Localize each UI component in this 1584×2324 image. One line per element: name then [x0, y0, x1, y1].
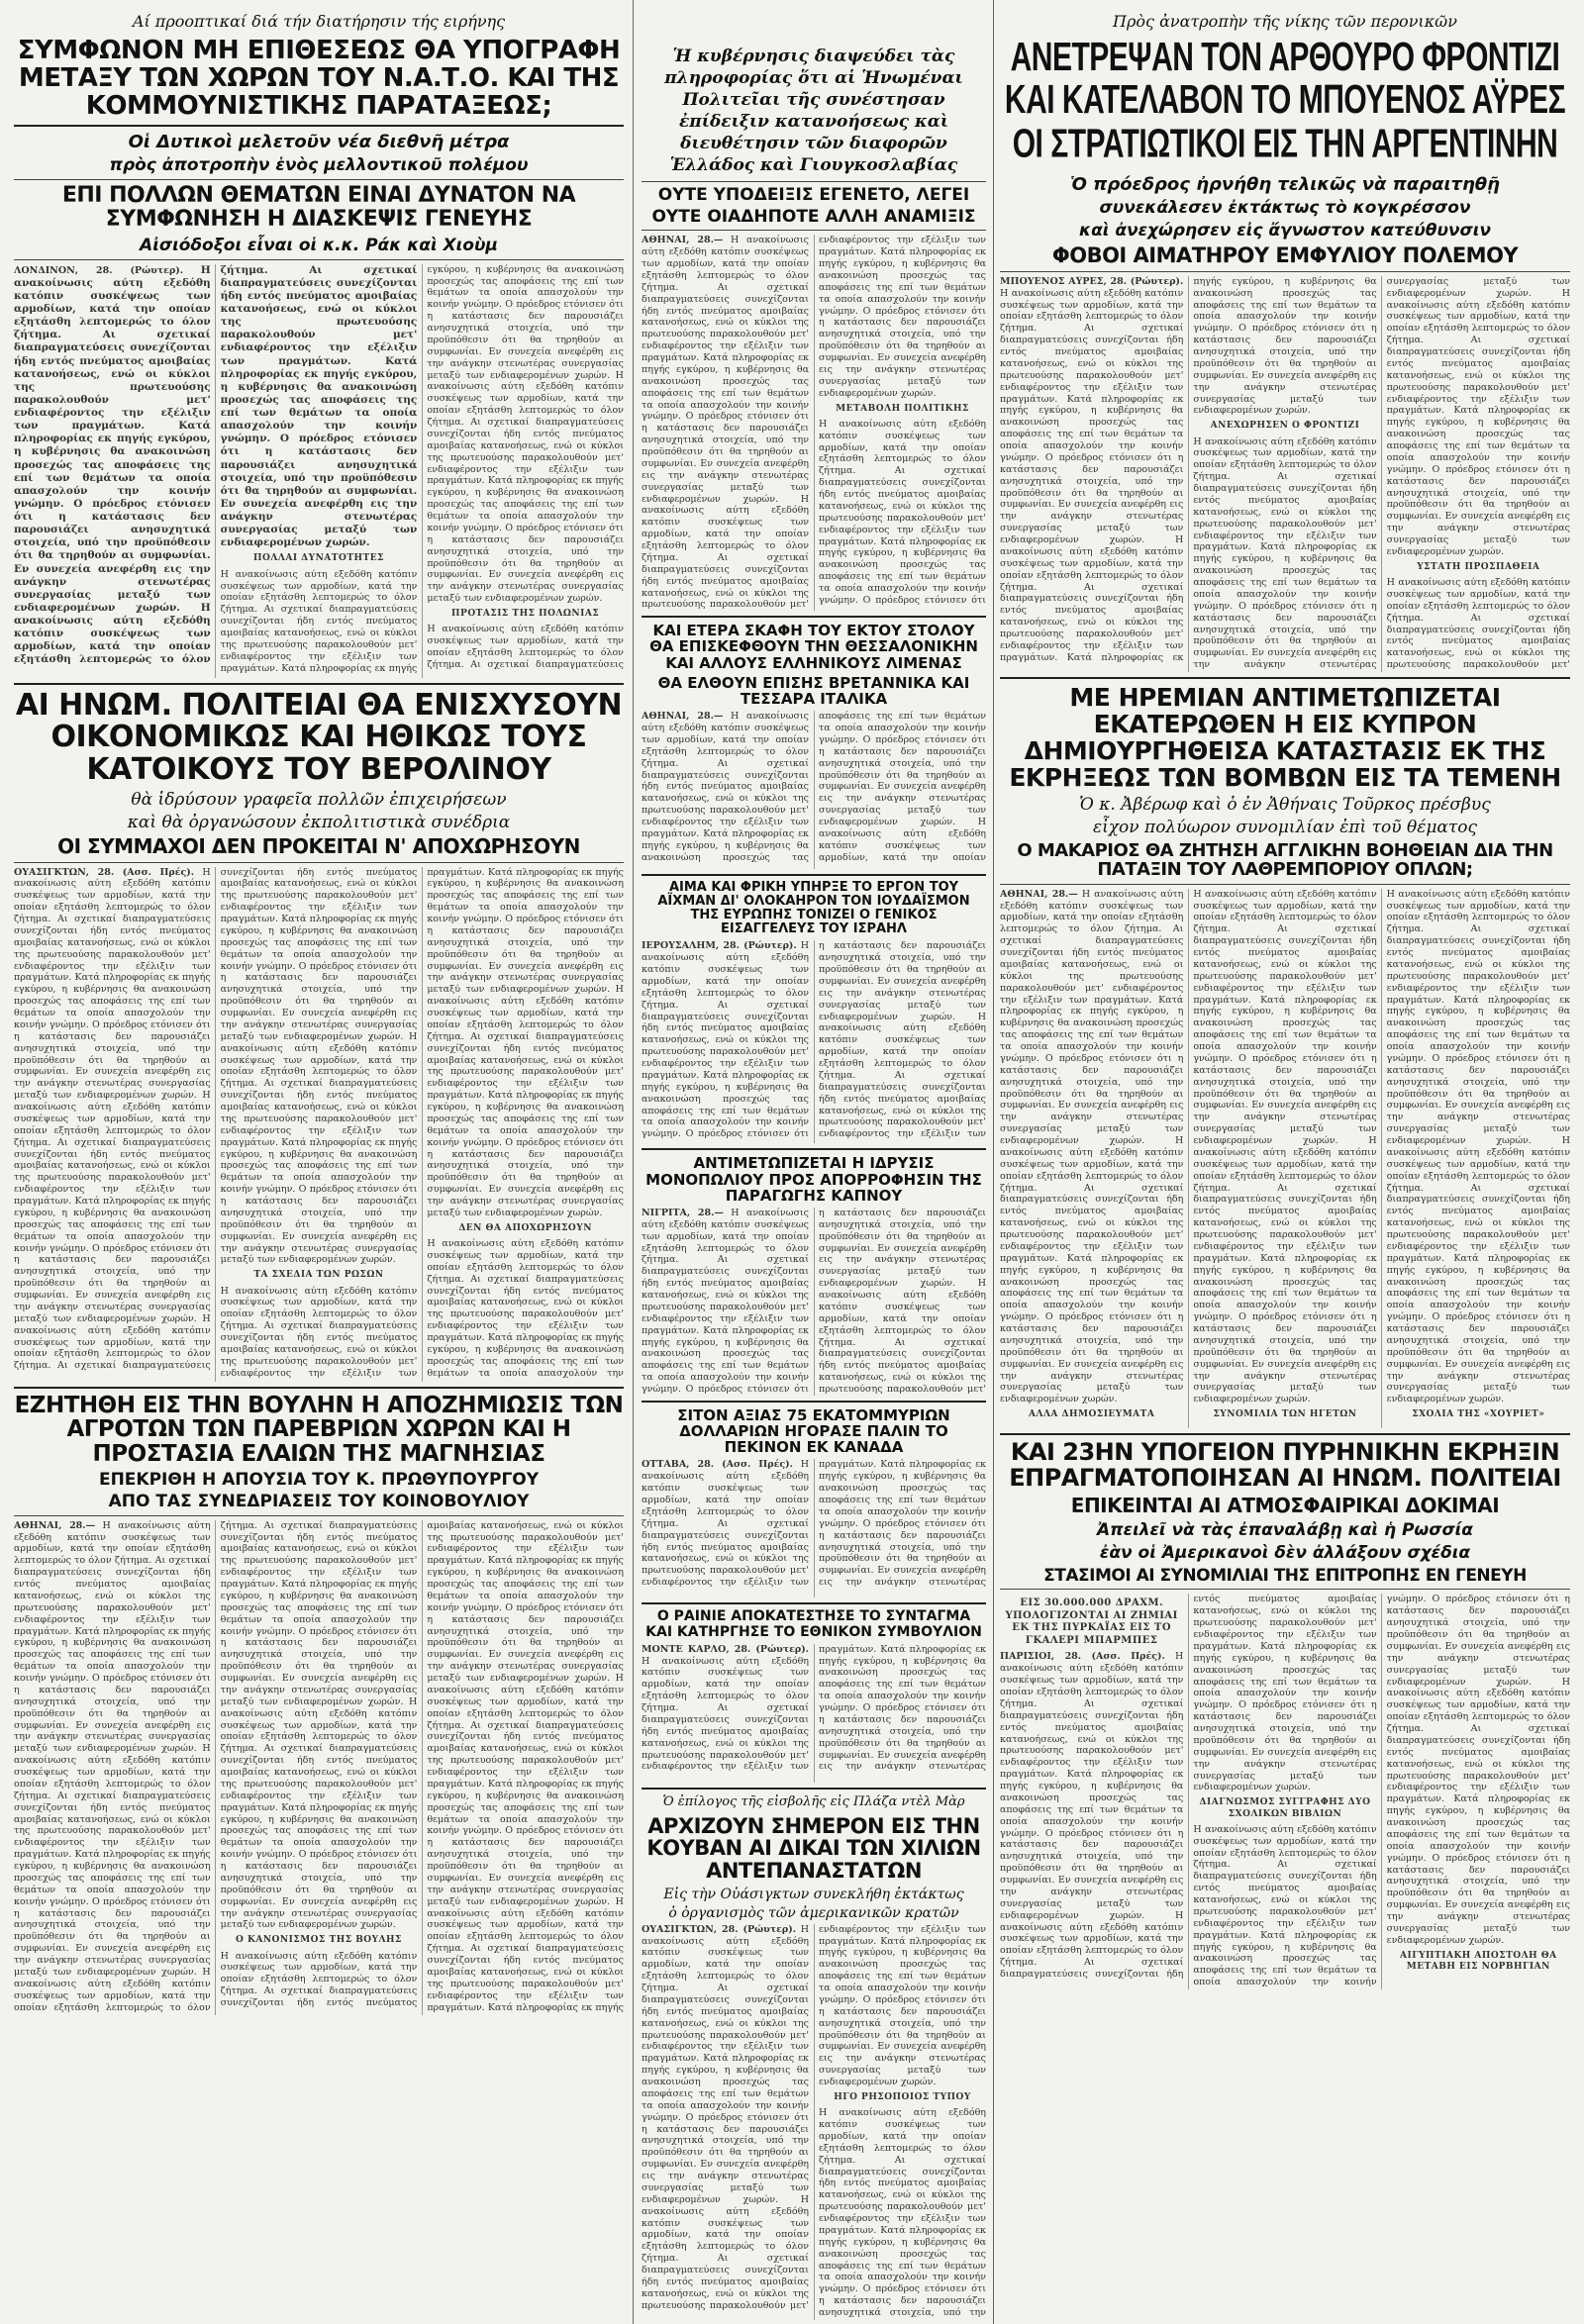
body-text: Η ανακοίνωσις αύτη εξεδόθη κατόπιν συσκέψεως των αρμοδίων, κατά την οποίαν εξητάσθη λεπτομερώς το όλον ζήτημα. Αι σχετικαί διαπραγματεύσεις συνεχίζονται ήδη εντός πνεύματος αμοιβαίας κατανοήσεως, ενώ οι κύκλοι της πρωτευούσης παρακολουθούν μετ' ενδιαφέροντος την εξέλιξιν των πραγμάτων. Κατά πληροφορίας εκ πηγής εγκύρου, η κυβέρνησις θα ανακοινώση προσεχώς τας αποφάσεις της επί των θεμάτων τα οποία απασχολούν την κοινήν γνώμην. Ο πρόεδρος ετόνισεν ότι η κατάστασις δεν παρουσιάζει ανησυχητικά στοιχεία, υπό την προϋπόθεσιν ότι θα τηρηθούν αι συμφωνίαι. Εν συνεχεία ανεφέρθη εις την ανάγκην στενωτέρας συνεργασίας μεταξύ των ενδιαφερομένων χωρών. Η ανακοίνωσις αύτη εξεδόθη κατόπιν συσκέψεως των αρμοδίων, κατά την οποίαν εξητάσθη λεπτομερώς το όλον ζήτημα. Αι σχετικαί διαπραγματεύσεις συνεχίζονται ήδη εντός πνεύματος αμοιβαίας κατανοήσεως, ενώ οι κύκλοι της πρωτευούσης παρακολουθούν μετ' ενδιαφέροντος την εξέλιξιν των πραγμάτων. Κατά πληροφορίας εκ πηγής εγκύρου, η κυβέρνησις θα ανακοινώση προσεχώς τας αποφάσεις της επί των θεμάτων τα οποία απασχολούν την κοινήν γνώμην. Ο πρόεδρος ετόνισεν ότι η κατάστασις δεν παρουσιάζει ανησυχητικά στοιχεία, υπό την προϋπόθεσιν ότι θα τηρηθούν αι συμφωνίαι. Εν συνεχεία ανεφέρθη εις την ανάγκην στενωτέρας συνεργασίας μεταξύ των ενδιαφερομένων χωρών. [1000, 1594, 1377, 1981]
dateline: ΛΟΝΔΙΝΟΝ, 28. (Ρώυτερ). [14, 264, 184, 276]
deck: Αἰσιόδοξοι εἶναι οἱ κ.κ. Ράκ καὶ Χιοὺμ [140, 235, 498, 255]
deck: ΣΤΑΣΙΜΟΙ ΑΙ ΣΥΝΟΜΙΛΙΑΙ ΤΗΣ ΕΠΙΤΡΟΠΗΣ ΕΝ ΓΕΝΕΥΗ [1043, 1566, 1527, 1587]
article-body [1000, 889, 1570, 1428]
body-text: Η ανακοίνωσις αύτη εξεδόθη κατόπιν συσκέψεως των αρμοδίων, κατά την οποίαν εξητάσθη λεπτομερώς το όλον ζήτημα. Αι σχετικαί διαπραγματεύσεις συνεχίζονται ήδη εντός πνεύματος αμοιβαίας κατανοήσεως, ενώ οι κύκλοι της πρωτευούσης παρακολουθούν μετ' ενδιαφέροντος την εξέλιξιν των πραγμάτων. Κατά πληροφορίας εκ πηγής εγκύρου, η κυβέρνησις θα ανακοινώση προσεχώς τας αποφάσεις της επί των θεμάτων τα οποία απασχολούν την κοινήν γνώμην. Ο πρόεδρος ετόνισεν ότι η κατάστασις δεν παρουσιάζει ανησυχητικά στοιχεία, υπό την προϋπόθεσιν ότι θα τηρηθούν αι συμφωνίαι. Εν συνεχεία ανεφέρθη εις την ανάγκην στενωτέρας συνεργασίας μεταξύ των ενδιαφερομένων χωρών. Η ανακοίνωσις αύτη εξεδόθη κατόπιν συσκέψεως των αρμοδίων, κατά την οποίαν εξητάσθη λεπτομερώς το όλον ζήτημα. Αι σχετικαί διαπραγματεύσεις συνεχίζονται ήδη εντός πνεύματος αμοιβαίας κατανοήσεως, ενώ οι κύκλοι της πρωτευούσης παρακολουθούν μετ' ενδιαφέροντος την εξέλιξιν των [642, 940, 986, 1140]
divider [642, 874, 986, 876]
divider [642, 1148, 986, 1150]
kicker: Ὁ ἐπίλογος τῆς εἰσβολῆς εἰς Πλάζα ντὲλ Μὰρ [662, 1793, 965, 1809]
article-headline: ΑΡΧΙΖΟΥΝ ΣΗΜΕΡΟΝ ΕΙΣ ΤΗΝ ΚΟΥΒΑΝ ΑΙ ΔΙΚΑΙ ΤΩΝ ΧΙΛΙΩΝ ΑΝΤΕΠΑΝΑΣΤΑΤΩΝ [646, 1813, 981, 1884]
deck: ΦΟΒΟΙ ΑΙΜΑΤΗΡΟΥ ΕΜΦΥΛΙΟΥ ΠΟΛΕΜΟΥ [1051, 243, 1519, 268]
article-body [14, 867, 624, 1382]
article-headline: ΚΑΙ 23ΗΝ ΥΠΟΓΕΙΟΝ ΠΥΡΗΝΙΚΗΝ ΕΚΡΗΞΙΝ ΕΠΡΑΓΜΑΤΟΠΟΙΗΣΑΝ ΑΙ ΗΝΩΜ. ΠΟΛΙΤΕΙΑΙ [1009, 1437, 1561, 1492]
subheading: Ο ΚΑΝΟΝΙΣΜΟΣ ΤΗΣ ΒΟΥΛΗΣ [236, 1935, 402, 1946]
article-headline: ΚΑΙ ΕΤΕΡΑ ΣΚΑΦΗ ΤΟΥ ΕΚΤΟΥ ΣΤΟΛΟΥ ΘΑ ΕΠΙΣΚΕΦΘΟΥΝ ΤΗΝ ΘΕΣΣΑΛΟΝΙΚΗΝ ΚΑΙ ΑΛΛΟΥΣ ΕΛΛΗΝΙΚΟΥΣ ΛΙΜΕΝΑΣ [649, 622, 978, 672]
deck: καὶ θὰ ὀργανώσουν ἐκπολιτιστικὰ συνέδρια [127, 812, 511, 832]
dateline: ΑΘΗΝΑΙ, 28.— [642, 235, 724, 246]
subheading: ΣΥΝΟΜΙΛΙΑ ΤΩΝ ΗΓΕΤΩΝ [1213, 1409, 1357, 1420]
main-headline: Ἡ κυβέρνησις διαψεύδει τὰς πληροφορίας ὅτι αἱ Ἡνωμέναι Πολιτεῖαι τῆς συνέστησαν ἐπίδειξιν κατανοήσεως καὶ διευθέτησιν τῶν διαφορῶν Ἑλλάδος καὶ Γιουγκοσλαβίας [664, 47, 963, 176]
body-text: Η ανακοίνωσις αύτη εξεδόθη κατόπιν συσκέψεως των αρμοδίων, κατά την οποίαν εξητάσθη λεπτομερώς το όλον ζήτημα. Αι σχετικαί διαπραγματεύσεις συνεχίζονται ήδη εντός πνεύματος αμοιβαίας κατανοήσεως, ενώ οι κύκλοι της πρωτευούσης παρακολουθούν μετ' ενδιαφέροντος την εξέλιξιν των πραγμάτων. Κατά πληροφορίας εκ πηγής [427, 1895, 624, 2013]
deck: Ὁ πρόεδρος ἠρνήθη τελικῶς νὰ παραιτηθῇ [1070, 174, 1500, 196]
divider [14, 1387, 624, 1389]
subheading: ΜΕΤΑΒΟΛΗ ΠΟΛΙΤΙΚΗΣ [836, 403, 969, 414]
body-text: Η ανακοίνωσις αύτη εξεδόθη κατόπιν συσκέψεως των αρμοδίων, κατά την οποίαν εξητάσθη λεπτομερώς το όλον ζήτημα. Αι σχετικαί διαπραγματεύσεις συνεχίζονται ήδη εντός πνεύματος αμοιβαίας κατανοήσεως, ενώ οι κύκλοι της πρωτευούσης παρακολουθούν μετ' ενδιαφέροντος την εξέλιξιν των πραγμάτων. Κατά πληροφορίας εκ πηγής εγκύρου, η κυβέρνησις θα ανακοινώση προσεχώς τας αποφάσεις της επί των θεμάτων τα οποία απασχολούν την κοινήν γνώμην. Ο πρόεδρος ετόνισεν ότι η κατάστασις δεν παρουσιάζει ανησυχητικά στοιχεία, υπό την προϋπόθεσιν ότι θα τηρηθούν αι συμφωνίαι. Εν συνεχεία ανεφέρθη εις την ανάγκην στενωτέρας συνεργασίας μεταξύ των ενδιαφερομένων χωρών. Η ανακοίνωσις αύτη εξεδόθη κατόπιν συσκέψεως των αρμοδίων, κατά την οποίαν εξητάσθη λεπτομερώς το όλον ζήτημα. Αι σχετικαί διαπραγματεύσεις συνεχίζονται ήδη εντός πνεύματος αμοιβαίας κατανοήσεως, ενώ οι κύκλοι της πρωτευούσης παρακολουθούν μετ' ενδιαφέροντος την εξέλιξιν των πραγμάτων. Κατά πληροφορίας εκ πηγής εγκύρου, η κυβέρνησις θα ανακοινώση προσεχώς τας αποφάσεις της επί των θεμάτων τα οποία απασχολούν την κοινήν γνώμην. Ο πρόεδρος ετόνισεν ότι η κατάστασις δεν παρουσιάζει ανησυχητικά στοιχεία, υπό την προϋπόθεσιν ότι θα τηρηθούν αι συμφωνίαι. Εν συνεχεία ανεφέρθη εις την ανάγκην στενωτέρας συνεργασίας μεταξύ των ενδιαφερομένων χωρών. [642, 1923, 986, 2311]
kicker: Αί προοπτικαί διά τήν διατήρησιν τής ειρήνης [132, 12, 506, 31]
article-headline: ΑΙ ΗΝΩΜ. ΠΟΛΙΤΕΙΑΙ ΘΑ ΕΝΙΣΧΥΣΟΥΝ ΟΙΚΟΝΟΜΙΚΩΣ ΚΑΙ ΗΘΙΚΩΣ ΤΟΥΣ ΚΑΤΟΙΚΟΥΣ ΤΟΥ ΒΕΡΟΛΙΝΟΥ [15, 687, 623, 787]
body-text: Η ανακοίνωσις αύτη εξεδόθη κατόπιν συσκέψεως των αρμοδίων, κατά την οποίαν εξητάσθη λεπτομερώς το όλον ζήτημα. Αι σχετικαί διαπραγματεύσεις συνεχίζονται ήδη εντός πνεύματος αμοιβαίας κατανοήσεως, ενώ οι κύκλοι της πρωτευούσης παρακολουθούν μετ' ενδιαφέροντος την εξέλιξιν των πραγμάτων. Κατά πληροφορίας εκ πηγής εγκύρου, η κυβέρνησις θα ανακοινώση προσεχώς τας αποφάσεις της επί των θεμάτων τα οποία απασχολούν την κοινήν γνώμην. Ο πρόεδρος ετόνισεν ότι η κατάστασις δεν παρουσιάζει ανησυχητικά στοιχεία, υπό την προϋπόθεσιν ότι θα τηρηθούν αι συμφωνίαι. Εν συνεχεία ανεφέρθη εις την ανάγκην στενωτέρας συνεργασίας μεταξύ των ενδιαφερομένων χωρών. Η ανακοίνωσις αύτη εξεδόθη κατόπιν συσκέψεως των αρμοδίων, κατά την οποίαν εξητάσθη λεπτομερώς το όλον ζήτημα. Αι σχετικαί διαπραγματεύσεις συνεχίζονται ήδη εντός πνεύματος αμοιβαίας κατανοήσεως, ενώ οι κύκλοι της πρωτευούσης παρακολουθούν μετ' ενδιαφέροντος την εξέλιξιν των πραγμάτων. Κατά πληροφορίας εκ πηγής εγκύρου, η κυβέρνησις θα ανακοινώση προσεχώς τας αποφάσεις της επί των θεμάτων τα οποία απασχολούν την κοινήν γνώμην. Ο πρόεδρος ετόνισεν ότι η κατάστασις δεν παρουσιάζει ανησυχητικά στοιχεία, υπό την προϋπόθεσιν ότι θα τηρηθούν αι συμφωνίαι. Εν συνεχεία ανεφέρθη εις την ανάγκην στενωτέρας συνεργασίας μεταξύ των ενδιαφερομένων χωρών. [1386, 888, 1570, 1405]
article-headline: ΜΕ ΗΡΕΜΙΑΝ ΑΝΤΙΜΕΤΩΠΙΖΕΤΑΙ ΕΚΑΤΕΡΩΘΕΝ Η ΕΙΣ ΚΥΠΡΟΝ ΔΗΜΙΟΥΡΓΗΘΕΙΣΑ ΚΑΤΑΣΤΑΣΙΣ ΕΚ ΤΗΣ ΕΚΡΗΞΕΩΣ ΤΩΝ ΒΟΜΒΩΝ ΕΙΣ ΤΑ ΤΕΜΕΝΗ [1009, 682, 1561, 792]
article-body [642, 235, 986, 611]
deck: Ο ΜΑΚΑΡΙΟΣ ΘΑ ΖΗΤΗΣΗ ΑΓΓΛΙΚΗΝ ΒΟΗΘΕΙΑΝ ΔΙΑ ΤΗΝ ΠΑΤΑΞΙΝ ΤΟΥ ΛΑΘΡΕΜΠΟΡΙΟΥ ΟΠΛΩΝ; [1017, 839, 1553, 881]
deck: Ὁ κ. Ἀβέρωφ καὶ ὁ ἐν Ἀθήναις Τοῦρκος πρέσβυς [1079, 794, 1491, 815]
article-body [14, 264, 624, 678]
deck: ΟΥΤΕ ΥΠΟΔΕΙΞΙΣ ΕΓΕΝΕΤΟ, ΛΕΓΕΙ [657, 184, 970, 205]
dateline: ΟΤΤΑΒΑ, 28. (Ασσ. Πρές). [642, 1459, 793, 1471]
deck: πρὸς ἀποτροπὴν ἑνὸς μελλοντικοῦ πολέμου [109, 155, 529, 176]
divider [1000, 1589, 1570, 1590]
dateline: ΟΥΑΣΙΓΚΤΩΝ, 28. (Ασσ. Πρές). [14, 866, 195, 878]
body-text: Η ανακοίνωσις αύτη εξεδόθη κατόπιν συσκέψεως των αρμοδίων, κατά την οποίαν εξητάσθη λεπτομερώς το όλον ζήτημα. Αι σχετικαί διαπραγματεύσεις συνεχίζονται ήδη εντός πνεύματος αμοιβαίας κατανοήσεως, ενώ οι κύκλοι της πρωτευούσης παρακολουθούν μετ' ενδιαφέροντος την εξέλιξιν των πραγμάτων. Κατά πληροφορίας εκ πηγής εγκύρου, η κυβέρνησις θα ανακοινώση προσεχώς τας αποφάσεις της επί των θεμάτων τα οποία απασχολούν την κοινήν γνώμην. Ο πρόεδρος ετόνισεν ότι η κατάστασις δεν παρουσιάζει ανησυχητικά στοιχεία, υπό την [819, 2107, 986, 2319]
deck: ἐὰν οἱ Ἀμερικανοὶ δὲν ἀλλάξουν σχέδια [1099, 1543, 1471, 1564]
article-headline: ΑΙΜΑ ΚΑΙ ΦΡΙΚΗ ΥΠΗΡΞΕ ΤΟ ΕΡΓΟΝ ΤΟΥ ΑΪΧΜΑΝ ΔΙ' ΟΛΟΚΑΗΡΟΝ ΤΟΝ ΙΟΥΔΑΪΣΜΟΝ ΤΗΣ ΕΥΡΩΠΗΣ ΤΟΝΙΖΕΙ Ο ΓΕΝΙΚΟΣ ΕΙΣΑΓΓΕΛΕΥΣ ΤΟΥ ΙΣΡΑΗΛ [657, 880, 970, 937]
dateline: ΜΟΝΤΕ ΚΑΡΛΟ, 28. (Ρώυτερ). [642, 1643, 809, 1655]
article-body [642, 1459, 986, 1598]
subheading: ΤΑ ΣΧΕΔΙΑ ΤΩΝ ΡΩΣΩΝ [253, 1270, 384, 1281]
subheading: ΗΓΟ ΡΗΣΟΠΟΙΟΣ ΤΥΠΟΥ [834, 2091, 971, 2102]
article-body [642, 1208, 986, 1396]
article-body [14, 1520, 624, 2015]
subheading: ΑΝΕΧΩΡΗΣΕΝ Ο ΦΡΟΝΤΙΖΙ [1210, 421, 1360, 432]
deck: ΟΙ ΣΥΜΜΑΧΟΙ ΔΕΝ ΠΡΟΚΕΙΤΑΙ Ν' ΑΠΟΧΩΡΗΣΟΥΝ [57, 833, 580, 858]
box-headline: ΑΙΓΥΠΤΙΑΚΗ ΑΠΟΣΤΟΛΗ ΘΑ ΜΕΤΑΒΗ ΕΙΣ ΝΟΡΒΗΓΙΑΝ [1400, 1950, 1557, 1972]
dateline: ΜΠΟΥΕΝΟΣ ΑΫΡΕΣ, 28. (Ρώυτερ). [1000, 275, 1184, 287]
box-headline: ΔΙΑΓΝΩΣΜΟΣ ΣΥΓΓΡΑΦΗΣ ΔΥΟ ΣΧΟΛΙΚΩΝ ΒΙΒΛΙΩΝ [1199, 1797, 1371, 1819]
dateline: ΠΑΡΙΣΙΟΙ, 28. (Ασσ. Πρές). [1000, 1651, 1165, 1663]
body-text: Η ανακοίνωσις αύτη εξεδόθη κατόπιν συσκέψεως των αρμοδίων, κατά την οποίαν εξητάσθη λεπτομερώς το όλον ζήτημα. Αι σχετικαί διαπραγματεύσεις συνεχίζονται ήδη εντός πνεύματος αμοιβαίας κατανοήσεως, ενώ οι κύκλοι της πρωτευούσης παρακολουθούν μετ' ενδιαφέροντος την εξέλιξιν των πραγμάτων. Κατά πληροφορίας εκ πηγής εγκύρου, η κυβέρνησις θα ανακοινώση προσεχώς τας αποφάσεις της επί των θεμάτων τα οποία απασχολούν την κοινήν γνώμην. Ο πρόεδρος ετόνισεν ότι η κατάστασις δεν παρουσιάζει ανησυχητικά στοιχεία, υπό την προϋπόθεσιν ότι θα τηρηθούν αι συμφωνίαι. Εν συνεχεία ανεφέρθη εις την ανάγκην στενωτέρας συνεργασίας μεταξύ των ενδιαφερομένων χωρών. Η ανακοίνωσις αύτη εξεδόθη κατόπιν συσκέψεως των αρμοδίων, κατά την οποίαν εξητάσθη λεπτομερώς το όλον ζήτημα. Αι σχετικαί διαπραγματεύσεις συνεχίζονται ήδη εντός πνεύματος αμοιβαίας κατανοήσεως, ενώ οι κύκλοι της πρωτευούσης παρακολουθούν μετ' ενδιαφέροντος την εξέλιξιν των πραγμάτων. Κατά πληροφορίας εκ πηγής εγκύρου, η κυβέρνησις θα ανακοινώση προσεχώς τας αποφάσεις της επί των θεμάτων τα οποία απασχολούν την κοινήν γνώμην. Ο πρόεδρος ετόνισεν ότι η κατάστασις δεν παρουσιάζει ανησυχητικά στοιχεία, υπό την προϋπόθεσιν ότι θα τηρηθούν αι συμφωνίαι. Εν συνεχεία ανεφέρθη εις την ανάγκην στενωτέρας συνεργασίας μεταξύ των ενδιαφερομένων χωρών. [14, 1519, 418, 2013]
deck: ΘΑ ΕΛΘΟΥΝ ΕΠΙΣΗΣ ΒΡΕΤΑΝΝΙΚΑ ΚΑΙ ΤΕΣΣΑΡΑ ΙΤΑΛΙΚΑ [657, 673, 970, 709]
article-body [1000, 1594, 1570, 1989]
article-body [1000, 276, 1570, 672]
body-text: Η ανακοίνωσις αύτη εξεδόθη κατόπιν συσκέψεως των αρμοδίων, κατά την οποίαν εξητάσθη λεπτομερώς το όλον ζήτημα. Αι σχετικαί διαπραγματεύσεις συνεχίζονται ήδη εντός πνεύματος αμοιβαίας κατανοήσεως, ενώ οι κύκλοι της πρωτευούσης παρακολουθούν μετ' ενδιαφέροντος την εξέλιξιν των πραγμάτων. Κατά πληροφορίας εκ πηγής εγκύρου, η κυβέρνησις θα ανακοινώση προσεχώς τας αποφάσεις της επί των θεμάτων τα οποία απασχολούν την κοινήν γνώμην. Ο πρόεδρος ετόνισεν ότι η κατάστασις δεν παρουσιάζει ανησυχητικά στοιχεία, υπό την προϋπόθεσιν ότι θα τηρηθούν αι συμφωνίαι. Εν συνεχεία ανεφέρθη εις την ανάγκην στενωτέρας συνεργασίας μεταξύ των ενδιαφερομένων χωρών. Η ανακοίνωσις αύτη εξεδόθη κατόπιν συσκέψεως των αρμοδίων, κατά την οποίαν εξητάσθη λεπτομερώς το όλον ζήτημα. Αι σχετικαί διαπραγματεύσεις συνεχίζονται ήδη εντός πνεύματος αμοιβαίας κατανοήσεως, ενώ οι κύκλοι της πρωτευούσης παρακολουθούν μετ' ενδιαφέροντος την εξέλιξιν των πραγμάτων. Κατά πληροφορίας εκ πηγής εγκύρου, η κυβέρνησις θα ανακοινώση προσεχώς τας αποφάσεις της επί των θεμάτων τα οποία απασχολούν την κοινήν γνώμην. Ο πρόεδρος ετόνισεν ότι η κατάστασις δεν παρουσιάζει ανησυχητικά στοιχεία, υπό την προϋπόθεσιν ότι θα τηρηθούν αι συμφωνίαι. Εν συνεχεία ανεφέρθη εις την ανάγκην στενωτέρας συνεργασίας μεταξύ των ενδιαφερομένων χωρών. [1193, 1594, 1570, 1988]
deck: ὁ ὀργανισμὸς τῶν ἀμερικανικῶν κρατῶν [668, 1904, 959, 1921]
deck: ΟΥΤΕ ΟΙΑΔΗΠΟΤΕ ΑΛΛΗ ΑΝΑΜΙΞΙΣ [651, 206, 976, 227]
article-body [642, 1924, 986, 2320]
body-text: Η ανακοίνωσις αύτη εξεδόθη κατόπιν συσκέψεως των αρμοδίων, κατά την οποίαν εξητάσθη λεπτομερώς το όλον ζήτημα. Αι σχετικαί διαπραγματεύσεις συνεχίζονται ήδη εντός πνεύματος αμοιβαίας κατανοήσεως, ενώ οι κύκλοι της πρωτευούσης παρακολουθούν μετ' ενδιαφέροντος την εξέλιξιν των πραγμάτων. Κατά πληροφορίας εκ πηγής εγκύρου, η κυβέρνησις θα ανακοινώση προσεχώς τας αποφάσεις της επί των θεμάτων τα οποία απασχολούν την κοινήν γνώμην. Ο πρόεδρος ετόνισεν ότι η κατάστασις δεν παρουσιάζει ανησυχητικά στοιχεία, υπό την προϋπόθεσιν ότι θα τηρηθούν αι συμφωνίαι. Εν συνεχεία ανεφέρθη εις την ανάγκην στενωτέρας [642, 1643, 986, 1773]
body-text: Η ανακοίνωσις αύτη εξεδόθη κατόπιν συσκέψεως των αρμοδίων, κατά την οποίαν εξητάσθη λεπτομερώς το όλον ζήτημα. Αι σχετικαί διαπραγματεύσεις συνεχίζονται ήδη εντός πνεύματος αμοιβαίας κατανοήσεως, ενώ οι κύκλοι της πρωτευούσης παρακολουθούν μετ' ενδιαφέροντος την εξέλιξιν των πραγμάτων. Κατά πληροφορίας εκ πηγής εγκύρου, η κυβέρνησις θα ανακοινώση προσεχώς τας αποφάσεις της επί των θεμάτων τα οποία απασχολούν την κοινήν γνώμην. Ο πρόεδρος ετόνισεν ότι η κατάστασις δεν παρουσιάζει ανησυχητικά στοιχεία, υπό την προϋπόθεσιν ότι θα τηρηθούν αι συμφωνίαι. Εν συνεχεία ανεφέρθη εις την ανάγκην στενωτέρας συνεργασίας μεταξύ των ενδιαφερομένων χωρών. Η ανακοίνωσις αύτη εξεδόθη κατόπιν συσκέψεως των αρμοδίων, κατά την οποίαν [642, 711, 986, 863]
body-text: Η ανακοίνωσις αύτη εξεδόθη κατόπιν συσκέψεως των αρμοδίων, κατά την οποίαν εξητάσθη λεπτομερώς το όλον ζήτημα. Αι σχετικαί διαπραγματεύσεις συνεχίζονται ήδη εντός πνεύματος αμοιβαίας κατανοήσεως, ενώ οι κύκλοι της πρωτευούσης παρακολουθούν μετ' ενδιαφέροντος την εξέλιξιν των πραγμάτων. Κατά πληροφορίας εκ πηγής εγκύρου, η κυβέρνησις θα ανακοινώση προσεχώς τας αποφάσεις της επί των θεμάτων τα οποία απασχολούν την [427, 1238, 624, 1379]
divider [14, 1515, 624, 1516]
column-middle [642, 8, 986, 2319]
divider [1000, 677, 1570, 679]
kicker: Πρὸς ἀνατροπὴν τῆς νίκης τῶν περονικῶν [1113, 12, 1457, 31]
body-text: Η ανακοίνωσις αύτη εξεδόθη κατόπιν συσκέψεως των αρμοδίων, κατά την οποίαν εξητάσθη λεπτομερώς το όλον ζήτημα. Αι σχετικαί διαπραγματεύσεις συνεχίζονται ήδη εντός πνεύματος αμοιβαίας κατανοήσεως, ενώ οι κύκλοι της πρωτευούσης παρακολουθούν μετ' ενδιαφέροντος την εξέλιξιν των πραγμάτων. Κατά πληροφορίας εκ πηγής εγκύρου, η κυβέρνησις θα ανακοινώση προσεχώς τας αποφάσεις της επί των θεμάτων τα οποία απασχολούν την κοινήν γνώμην. Ο πρόεδρος ετόνισεν ότι η κατάστασις δεν παρουσιάζει ανησυχητικά στοιχεία, υπό την προϋπόθεσιν ότι θα τηρηθούν αι συμφωνίαι. Εν συνεχεία ανεφέρθη εις την ανάγκην στενωτέρας συνεργασίας μεταξύ των ενδιαφερομένων χωρών. Η ανακοίνωσις αύτη εξεδόθη κατόπιν συσκέψεως των αρμοδίων, κατά την οποίαν εξητάσθη λεπτομερώς το όλον ζήτημα. Αι σχετικαί διαπραγματεύσεις συνεχίζονται ήδη εντός πνεύματος αμοιβαίας κατανοήσεως, ενώ οι κύκλοι της πρωτευούσης παρακολουθούν μετ' ενδιαφέροντος την εξέλιξιν των πραγμάτων. Κατά πληροφορίας εκ πηγής εγκύρου, η κυβέρνησις θα ανακοινώση προσεχώς τας αποφάσεις της επί των θεμάτων τα οποία απασχολούν την κοινήν γνώμην. Ο πρόεδρος ετόνισεν ότι η κατάστασις δεν παρουσιάζει ανησυχητικά στοιχεία, υπό την προϋπόθεσιν ότι θα τηρηθούν αι συμφωνίαι. Εν συνεχεία ανεφέρθη εις την ανάγκην στενωτέρας συνεργασίας μεταξύ των ενδιαφερομένων χωρών. [220, 1519, 624, 2009]
divider [642, 1602, 986, 1604]
body-text: Η ανακοίνωσις αύτη εξεδόθη κατόπιν συσκέψεως των αρμοδίων, κατά την οποίαν εξητάσθη λεπτομερώς το όλον ζήτημα. Αι σχετικαί διαπραγματεύσεις συνεχίζονται ήδη εντός πνεύματος αμοιβαίας κατανοήσεως, ενώ οι κύκλοι της πρωτευούσης παρακολουθούν μετ' ενδιαφέροντος την εξέλιξιν των πραγμάτων. Κατά πληροφορίας εκ πηγής εγκύρου, η κυβέρνησις θα ανακοινώση προσεχώς τας αποφάσεις της επί των θεμάτων τα οποία απασχολούν την κοινήν γνώμην. Ο πρόεδρος ετόνισεν ότι η κατάστασις δεν παρουσιάζει ανησυχητικά στοιχεία, υπό την προϋπόθεσιν ότι θα τηρηθούν αι συμφωνίαι. Εν συνεχεία ανεφέρθη εις την ανάγκην στενωτέρας συνεργασίας μεταξύ των ενδιαφερομένων χωρών. Η ανακοίνωσις αύτη εξεδόθη κατόπιν συσκέψεως των αρμοδίων, κατά την οποίαν εξητάσθη λεπτομερώς το όλον ζήτημα. Αι σχετικαί διαπραγματεύσεις συνεχίζονται ήδη εντός πνεύματος αμοιβαίας κατανοήσεως, ενώ οι κύκλοι της πρωτευούσης παρακολουθούν μετ' ενδιαφέροντος την εξέλιξιν των πραγμάτων. Κατά πληροφορίας εκ πηγής εγκύρου, η κυβέρνησις θα ανακοινώση προσεχώς τας αποφάσεις της επί των θεμάτων τα οποία απασχολούν την κοινήν γνώμην. Ο πρόεδρος ετόνισεν ότι η κατάστασις δεν παρουσιάζει ανησυχητικά στοιχεία, υπό την προϋπόθεσιν ότι θα τηρηθούν αι συμφωνίαι. Εν συνεχεία ανεφέρθη εις την ανάγκην στενωτέρας συνεργασίας μεταξύ των ενδιαφερομένων χωρών. [220, 263, 624, 674]
article-body [642, 940, 986, 1143]
divider [14, 179, 624, 180]
box-headline: ΕΙΣ 30.000.000 ΔΡΑΧΜ. ΥΠΟΛΟΓΙΖΟΝΤΑΙ ΑΙ ΖΗΜΙΑΙ ΕΚ ΤΗΣ ΠΥΡΚΑΪΑΣ ΕΙΣ ΤΟ ΓΚΑΛΕΡΙ ΜΠΑΡΜΠΕΣ [1005, 1598, 1178, 1646]
dateline: ΑΘΗΝΑΙ, 28.— [14, 1519, 96, 1531]
column-rule [993, 0, 994, 2324]
divider [642, 1788, 986, 1790]
divider [14, 125, 624, 127]
subheading: ΠΟΛΛΑΙ ΔΥΝΑΤΟΤΗΤΕΣ [253, 553, 384, 564]
body-text: Η ανακοίνωσις αύτη εξεδόθη κατόπιν συσκέψεως των αρμοδίων, κατά την οποίαν εξητάσθη λεπτομερώς το όλον ζήτημα. Αι σχετικαί διαπραγματεύσεις συνεχίζονται ήδη εντός πνεύματος αμοιβαίας κατανοήσεως, ενώ οι κύκλοι της πρωτευούσης παρακολουθούν μετ' ενδιαφέροντος την εξέλιξιν των πραγμάτων. Κατά πληροφορίας εκ πηγής εγκύρου, η κυβέρνησις θα ανακοινώση προσεχώς τας αποφάσεις της επί των θεμάτων τα οποία απασχολούν την κοινήν γνώμην. Ο πρόεδρος ετόνισεν ότι η κατάστασις δεν παρουσιάζει ανησυχητικά στοιχεία, υπό την προϋπόθεσιν ότι θα τηρηθούν αι συμφωνίαι. Εν συνεχεία ανεφέρθη εις την ανάγκην στενωτέρας συνεργασίας μεταξύ των ενδιαφερομένων χωρών. Η ανακοίνωσις αύτη εξεδόθη κατόπιν συσκέψεως των αρμοδίων, κατά την οποίαν εξητάσθη λεπτομερώς το όλον ζήτημα. Αι σχετικαί διαπραγματεύσεις συνεχίζονται ήδη εντός πνεύματος αμοιβαίας κατανοήσεως, ενώ οι κύκλοι της πρωτευούσης παρακολουθούν μετ' [642, 1207, 986, 1396]
deck: ΕΠΕΚΡΙΘΗ Η ΑΠΟΥΣΙΑ ΤΟΥ Κ. ΠΡΩΘΥΠΟΥΡΓΟΥ [98, 1469, 540, 1490]
divider [1000, 271, 1570, 272]
deck: θὰ ἱδρύσουν γραφεῖα πολλῶν ἐπιχειρήσεων [131, 789, 507, 810]
body-text: Η ανακοίνωσις αύτη εξεδόθη κατόπιν συσκέψεως των αρμοδίων, κατά την οποίαν εξητάσθη λεπτομερώς το όλον ζήτημα. Αι σχετικαί διαπραγματεύσεις συνεχίζονται ήδη εντός πνεύματος αμοιβαίας κατανοήσεως, ενώ οι κύκλοι της πρωτευούσης παρακολουθούν μετ' ενδιαφέροντος την εξέλιξιν των πραγμάτων. Κατά πληροφορίας εκ πηγής εγκύρου, η κυβέρνησις θα ανακοινώση προσεχώς τας αποφάσεις της επί των θεμάτων τα οποία απασχολούν την κοινήν γνώμην. Ο πρόεδρος ετόνισεν ότι η κατάστασις δεν παρουσιάζει ανησυχητικά στοιχεία, υπό την προϋπόθεσιν ότι θα τηρηθούν αι συμφωνίαι. Εν συνεχεία ανεφέρθη εις την ανάγκην στενωτέρας συνεργασίας μεταξύ των ενδιαφερομένων χωρών. Η ανακοίνωσις αύτη εξεδόθη κατόπιν συσκέψεως των αρμοδίων, κατά την οποίαν εξητάσθη λεπτομερώς το όλον ζήτημα. Αι σχετικαί διαπραγματεύσεις συνεχίζονται ήδη εντός πνεύματος αμοιβαίας κατανοήσεως, ενώ οι κύκλοι της πρωτευούσης παρακολουθούν μετ' ενδιαφέροντος την εξέλιξιν των πραγμάτων. Κατά πληροφορίας εκ πηγής εγκύρου, η κυβέρνησις θα ανακοινώση προσεχώς τας αποφάσεις της επί των θεμάτων τα οποία απασχολούν την κοινήν γνώμην. Ο πρόεδρος ετόνισεν ότι η κατάστασις δεν παρουσιάζει ανησυχητικά στοιχεία, υπό την προϋπόθεσιν ότι θα τηρηθούν αι συμφωνίαι. Εν συνεχεία ανεφέρθη εις την ανάγκην στενωτέρας συνεργασίας μεταξύ των ενδιαφερομένων χωρών. [14, 1519, 211, 1978]
divider [14, 683, 624, 685]
sub-headline: ΕΠΙ ΠΟΛΛΩΝ ΘΕΜΑΤΩΝ ΕΙΝΑΙ ΔΥΝΑΤΟΝ ΝΑ ΣΥΜΦΩΝΗΣΗ Η ΔΙΑΣΚΕΨΙΣ ΓΕΝΕΥΗΣ [61, 183, 576, 232]
body-text: Η ανακοίνωσις αύτη εξεδόθη κατόπιν συσκέψεως των αρμοδίων, κατά την οποίαν εξητάσθη λεπτομερώς το όλον ζήτημα. Αι σχετικαί διαπραγματεύσεις συνεχίζονται ήδη εντός πνεύματος αμοιβαίας κατανοήσεως, ενώ οι κύκλοι της πρωτευούσης παρακολουθούν μετ' ενδιαφέροντος την εξέλιξιν των πραγμάτων. Κατά πληροφορίας εκ πηγής εγκύρου, η κυβέρνησις θα ανακοινώση προσεχώς τας αποφάσεις της επί των θεμάτων τα οποία απασχολούν την κοινήν γνώμην. Ο πρόεδρος ετόνισεν ότι η κατάστασις δεν παρουσιάζει ανησυχητικά στοιχεία, υπό την προϋπόθεσιν ότι θα τηρηθούν αι συμφωνίαι. Εν συνεχεία ανεφέρθη εις την ανάγκην στενωτέρας συνεργασίας μεταξύ των ενδιαφερομένων χωρών. Η ανακοίνωσις αύτη εξεδόθη κατόπιν συσκέψεως των αρμοδίων, κατά την οποίαν εξητάσθη λεπτομερώς το όλον ζήτημα. Αι σχετικαί διαπραγματεύσεις συνεχίζονται ήδη εντός πνεύματος αμοιβαίας κατανοήσεως, ενώ οι κύκλοι της πρωτευούσης παρακολουθούν μετ' ενδιαφέροντος την εξέλιξιν των πραγμάτων. Κατά πληροφορίας εκ πηγής εγκύρου, η κυβέρνησις θα ανακοινώση προσεχώς τας αποφάσεις της επί των θεμάτων τα οποία απασχολούν την κοινήν γνώμην. Ο πρόεδρος ετόνισεν ότι η κατάστασις δεν παρουσιάζει ανησυχητικά στοιχεία, υπό την προϋπόθεσιν ότι θα τηρηθούν αι συμφωνίαι. Εν συνεχεία ανεφέρθη εις την ανάγκην στενωτέρας συνεργασίας μεταξύ των ενδιαφερομένων χωρών. [642, 235, 986, 611]
dateline: ΟΥΑΣΙΓΚΤΩΝ, 28. (Ρώυτερ). [642, 1923, 797, 1935]
subheading: ΑΛΛΑ ΔΗΜΟΣΙΕΥΜΑΤΑ [1028, 1409, 1155, 1420]
dateline: ΙΕΡΟΥΣΑΛΗΜ, 28. (Ρώυτερ). [642, 940, 797, 952]
body-text: Η ανακοίνωσις αύτη εξεδόθη κατόπιν συσκέψεως των αρμοδίων, κατά την οποίαν εξητάσθη λεπτομερώς το όλον ζήτημα. Αι σχετικαί διαπραγματεύσεις συνεχίζονται ήδη εντός πνεύματος αμοιβαίας κατανοήσεως, ενώ οι κύκλοι της πρωτευούσης παρακολουθούν μετ' [1386, 577, 1570, 671]
article-headline: ΣΙΤΟΝ ΑΞΙΑΣ 75 ΕΚΑΤΟΜΜΥΡΙΩΝ ΔΟΛΛΑΡΙΩΝ ΗΓΟΡΑΣΕ ΠΑΛΙΝ ΤΟ ΠΕΚΙΝΟΝ ΕΚ ΚΑΝΑΔΑ [677, 1405, 950, 1457]
body-text: Η ανακοίνωσις αύτη εξεδόθη κατόπιν συσκέψεως των αρμοδίων, κατά την οποίαν εξητάσθη λεπτομερώς το όλον ζήτημα. Αι σχετικαί διαπραγματεύσεις συνεχίζονται ήδη εντός πνεύματος αμοιβαίας κατανοήσεως, ενώ οι κύκλοι της πρωτευούσης παρακολουθούν μετ' ενδιαφέροντος την εξέλιξιν των πραγμάτων. Κατά πληροφορίας εκ πηγής εγκύρου, η κυβέρνησις θα ανακοινώση προσεχώς τας αποφάσεις της επί των θεμάτων τα οποία απασχολούν την κοινήν γνώμην. Ο πρόεδρος ετόνισεν ότι η κατάστασις δεν παρουσιάζει ανησυχητικά στοιχεία, υπό την προϋπόθεσιν ότι θα τηρηθούν αι συμφωνίαι. Εν συνεχεία ανεφέρθη εις την ανάγκην στενωτέρας συνεργασίας μεταξύ των ενδιαφερομένων χωρών. Η ανακοίνωσις αύτη εξεδόθη κατόπιν συσκέψεως των αρμοδίων, κατά την οποίαν εξητάσθη λεπτομερώς το όλον ζήτημα. Αι σχετικαί διαπραγματεύσεις συνεχίζονται ήδη εντός πνεύματος αμοιβαίας κατανοήσεως, ενώ οι κύκλοι της πρωτευούσης παρακολουθούν μετ' ενδιαφέροντος την εξέλιξιν των πραγμάτων. Κατά πληροφορίας εκ πηγής εγκύρου, η κυβέρνησις θα ανακοινώση προσεχώς τας αποφάσεις της επί των θεμάτων τα οποία απασχολούν την κοινήν γνώμην. Ο πρόεδρος ετόνισεν ότι η κατάστασις δεν παρουσιάζει ανησυχητικά στοιχεία, υπό την προϋπόθεσιν ότι θα τηρηθούν αι συμφωνίαι. Εν συνεχεία ανεφέρθη εις την ανάγκην στενωτέρας συνεργασίας μεταξύ των ενδιαφερομένων χωρών. [14, 866, 211, 1324]
subheading: ΣΧΟΛΙΑ ΤΗΣ «ΧΟΥΡΙΕΤ» [1412, 1409, 1545, 1420]
body-text: Η ανακοίνωσις αύτη εξεδόθη κατόπιν συσκέψεως των αρμοδίων, κατά την οποίαν εξητάσθη λεπτομερώς το όλον ζήτημα. Αι σχετικαί διαπραγματεύσεις συνεχίζονται ήδη εντός πνεύματος αμοιβαίας κατανοήσεως, ενώ οι κύκλοι της πρωτευούσης παρακολουθούν μετ' ενδιαφέροντος την εξέλιξιν των πραγμάτων. Κατά πληροφορίας εκ πηγής εγκύρου, η κυβέρνησις θα ανακοινώση προσεχώς τας αποφάσεις της επί των θεμάτων τα οποία απασχολούν την κοινήν γνώμην. Ο πρόεδρος ετόνισεν ότι η κατάστασις δεν παρουσιάζει ανησυχητικά στοιχεία, υπό την προϋπόθεσιν ότι θα τηρηθούν αι συμφωνίαι. Εν συνεχεία ανεφέρθη εις την ανάγκην στενωτέρας συνεργασίας μεταξύ των ενδιαφερομένων χωρών. Η ανακοίνωσις αύτη εξεδόθη κατόπιν συσκέψεως των αρμοδίων, κατά την οποίαν εξητάσθη λεπτομερώς το όλον ζήτημα. Αι σχετικαί διαπραγματεύσεις συνεχίζονται ήδη εντός πνεύματος αμοιβαίας κατανοήσεως, ενώ οι κύκλοι της πρωτευούσης παρακολουθούν μετ' ενδιαφέροντος την εξέλιξιν των πραγμάτων. Κατά πληροφορίας εκ πηγής εγκύρου, η κυβέρνησις θα ανακοινώση προσεχώς τας αποφάσεις της επί των θεμάτων τα οποία απασχολούν την κοινήν γνώμην. Ο πρόεδρος ετόνισεν ότι η κατάστασις δεν παρουσιάζει ανησυχητικά στοιχεία, υπό την προϋπόθεσιν ότι θα τηρηθούν αι συμφωνίαι. Εν συνεχεία ανεφέρθη εις την ανάγκην στενωτέρας συνεργασίας μεταξύ των ενδιαφερομένων χωρών. [1000, 275, 1377, 663]
deck: ΑΠΟ ΤΑΣ ΣΥΝΕΔΡΙΑΣΕΙΣ ΤΟΥ ΚΟΙΝΟΒΟΥΛΙΟΥ [108, 1492, 530, 1512]
article-body [642, 711, 986, 869]
body-text: Η ανακοίνωσις αύτη εξεδόθη κατόπιν συσκέψεως των αρμοδίων, κατά την οποίαν εξητάσθη λεπτομερώς το όλον ζήτημα. Αι σχετικαί διαπραγματεύσεις συνεχίζονται ήδη εντός πνεύματος αμοιβαίας κατανοήσεως, ενώ οι κύκλοι της πρωτευούσης παρακολουθούν μετ' ενδιαφέροντος την εξέλιξιν των πραγμάτων. Κατά πληροφορίας εκ πηγής εγκύρου, η κυβέρνησις θα ανακοινώση προσεχώς τας αποφάσεις της επί των θεμάτων τα οποία απασχολούν την κοινήν γνώμην. Ο πρόεδρος ετόνισεν ότι [819, 418, 986, 606]
deck: συνεκάλεσεν ἐκτάκτως τὸ κογκρέσσον [1099, 198, 1471, 219]
article-headline: ΑΝΤΙΜΕΤΩΠΙΖΕΤΑΙ Η ΙΔΡΥΣΙΣ ΜΟΝΟΠΩΛΙΟΥ ΠΡΟΣ ΑΠΟΡΡΟΦΗΣΙΝ ΤΗΣ ΠΑΡΑΓΩΓΗΣ ΚΑΠΝΟΥ [645, 1154, 982, 1205]
subheading: ΥΣΤΑΤΗ ΠΡΟΣΠΑΘΕΙΑ [1417, 561, 1540, 572]
body-text: Η ανακοίνωσις αύτη εξεδόθη κατόπιν συσκέψεως των αρμοδίων, κατά την οποίαν εξητάσθη λεπτομερώς το όλον ζήτημα. Αι σχετικαί διαπραγματεύσεις συνεχίζονται ήδη εντός πνεύματος αμοιβαίας κατανοήσεως, ενώ οι κύκλοι της πρωτευούσης παρακολουθούν μετ' ενδιαφέροντος την εξέλιξιν των πραγμάτων. Κατά πληροφορίας εκ πηγής εγκύρου, η κυβέρνησις θα ανακοινώση προσεχώς τας αποφάσεις της επί των θεμάτων τα οποία απασχολούν την κοινήν γνώμην. Ο πρόεδρος ετόνισεν ότι η κατάστασις δεν παρουσιάζει ανησυχητικά στοιχεία, υπό την προϋπόθεσιν ότι θα τηρηθούν αι συμφωνίαι. Εν συνεχεία ανεφέρθη εις την ανάγκην στενωτέρας συνεργασίας μεταξύ των ενδιαφερομένων χωρών. Η ανακοίνωσις αύτη εξεδόθη κατόπιν συσκέψεως των αρμοδίων, κατά την οποίαν εξητάσθη λεπτομερώς το όλον ζήτημα. Αι σχετικαί διαπραγματεύσεις συνεχίζονται ήδη εντός πνεύματος αμοιβαίας κατανοήσεως, ενώ οι κύκλοι της πρωτευούσης παρακολουθούν μετ' ενδιαφέροντος την εξέλιξιν των πραγμάτων. Κατά πληροφορίας εκ πηγής εγκύρου, η κυβέρνησις θα ανακοινώση προσεχώς τας αποφάσεις της επί των θεμάτων τα οποία απασχολούν την κοινήν γνώμην. Ο πρόεδρος ετόνισεν ότι η κατάστασις δεν παρουσιάζει ανησυχητικά στοιχεία, υπό την προϋπόθεσιν ότι θα τηρηθούν αι συμφωνίαι. Εν συνεχεία ανεφέρθη εις την ανάγκην στενωτέρας συνεργασίας μεταξύ των ενδιαφερομένων χωρών. [1193, 275, 1570, 671]
dateline: ΑΘΗΝΑΙ, 28.— [1000, 888, 1078, 900]
dateline: ΝΙΓΡΙΤΑ, 28.— [642, 1207, 724, 1218]
subheading: ΔΕΝ ΘΑ ΑΠΟΧΩΡΗΣΟΥΝ [458, 1222, 592, 1233]
body-text: Η ανακοίνωσις αύτη εξεδόθη κατόπιν συσκέψεως των αρμοδίων, κατά την οποίαν εξητάσθη λεπτομερώς το όλον ζήτημα. Αι σχετικαί διαπραγματεύσεις [427, 624, 624, 670]
divider [14, 259, 624, 260]
main-headline: ΣΥΜΦΩΝΟΝ ΜΗ ΕΠΙΘΕΣΕΩΣ ΘΑ ΥΠΟΓΡΑΦΗ ΜΕΤΑΞΥ ΤΩΝ ΧΩΡΩΝ ΤΟΥ Ν.Α.Τ.Ο. ΚΑΙ ΤΗΣ ΚΟΜΜΟΥΝΙΣΤΙΚΗΣ ΠΑΡΑΤΑΞΕΩΣ; [17, 36, 621, 122]
divider [1000, 1433, 1570, 1435]
deck: Ἀπειλεῖ νὰ τὰς ἐπαναλάβῃ καὶ ἡ Ρωσσία [1097, 1520, 1473, 1541]
body-text: Η ανακοίνωσις αύτη εξεδόθη κατόπιν συσκέψεως των αρμοδίων, κατά την οποίαν εξητάσθη λεπτομερώς το όλον ζήτημα. Αι σχετικαί διαπραγματεύσεις συνεχίζονται ήδη εντός πνεύματος αμοιβαίας κατανοήσεως, ενώ οι κύκλοι της πρωτευούσης παρακολουθούν μετ' ενδιαφέροντος την εξέλιξιν των πραγμάτων. Κατά πληροφορίας εκ πηγής εγκύρου, η κυβέρνησις θα ανακοινώση προσεχώς τας αποφάσεις της επί των θεμάτων τα οποία απασχολούν την κοινήν γνώμην. Ο πρόεδρος ετόνισεν ότι η κατάστασις δεν παρουσιάζει ανησυχητικά στοιχεία, υπό την προϋπόθεσιν ότι θα τηρηθούν αι συμφωνίαι. Εν συνεχεία ανεφέρθη εις την ανάγκην στενωτέρας [642, 1459, 986, 1589]
body-text: Η ανακοίνωσις αύτη εξεδόθη κατόπιν συσκέψεως των αρμοδίων, κατά την οποίαν εξητάσθη λεπτομερώς το όλον ζήτημα. Αι σχετικαί διαπραγματεύσεις συνεχίζονται ήδη εντός πνεύματος αμοιβαίας κατανοήσεως, ενώ οι κύκλοι της πρωτευούσης παρακολουθούν μετ' ενδιαφέροντος την εξέλιξιν των πραγμάτων. Κατά πληροφορίας εκ πηγής εγκύρου, η κυβέρνησις θα ανακοινώση προσεχώς τας αποφάσεις της επί των θεμάτων τα οποία απασχολούν την κοινήν γνώμην. Ο πρόεδρος ετόνισεν ότι η κατάστασις δεν παρουσιάζει ανησυχητικά στοιχεία, υπό την προϋπόθεσιν ότι θα τηρηθούν αι συμφωνίαι. Εν συνεχεία ανεφέρθη εις την ανάγκην στενωτέρας συνεργασίας μεταξύ των ενδιαφερομένων χωρών. Η ανακοίνωσις αύτη εξεδόθη κατόπιν συσκέψεως των αρμοδίων, κατά την οποίαν εξητάσθη λεπτομερώς το όλον ζήτημα. Αι σχετικαί διαπραγματεύσεις συνεχίζονται ήδη εντός πνεύματος αμοιβαίας κατανοήσεως, ενώ οι κύκλοι της πρωτευούσης παρακολουθούν μετ' ενδιαφέροντος την εξέλιξιν των πραγμάτων. Κατά πληροφορίας εκ πηγής εγκύρου, η κυβέρνησις θα ανακοινώση προσεχώς τας αποφάσεις της επί των θεμάτων τα οποία απασχολούν την κοινήν γνώμην. Ο πρόεδρος ετόνισεν ότι η κατάστασις δεν παρουσιάζει ανησυχητικά στοιχεία, υπό την προϋπόθεσιν ότι θα τηρηθούν αι συμφωνίαι. Εν συνεχεία ανεφέρθη εις την ανάγκην στενωτέρας συνεργασίας μεταξύ των ενδιαφερομένων χωρών. [14, 263, 418, 666]
divider [642, 230, 986, 231]
deck: Οἱ Δυτικοὶ μελετοῦν νέα διεθνῆ μέτρα [128, 132, 510, 153]
divider [642, 1401, 986, 1403]
divider [642, 181, 986, 182]
main-headline: ΑΝΕΤΡΕΨΑΝ ΤΟΝ ΑΡΘΟΥΡΟ ΦΡΟΝΤΙΖΙ ΚΑΙ ΚΑΤΕΛΑΒΟΝ ΤΟ ΜΠΟΥΕΝΟΣ ΑΫΡΕΣ ΟΙ ΣΤΡΑΤΙΩΤΙΚΟΙ ΕΙΣ ΤΗΝ ΑΡΓΕΝΤΙΝΗΝ [1004, 35, 1566, 166]
subheading: ΠΡΟΤΑΣΙΣ ΤΗΣ ΠΟΛΩΝΙΑΣ [451, 609, 600, 620]
divider [14, 862, 624, 863]
body-text: Η ανακοίνωσις αύτη εξεδόθη κατόπιν συσκέψεως των αρμοδίων, κατά την οποίαν εξητάσθη λεπτομερώς το όλον ζήτημα. Αι σχετικαί διαπραγματεύσεις συνεχίζονται ήδη εντός πνεύματος αμοιβαίας κατανοήσεως, ενώ οι κύκλοι της πρωτευούσης παρακολουθούν μετ' ενδιαφέροντος την εξέλιξιν των πραγμάτων. Κατά πληροφορίας εκ πηγής εγκύρου, η κυβέρνησις θα ανακοινώση προσεχώς τας αποφάσεις της επί των θεμάτων τα οποία απασχολούν την κοινήν γνώμην. Ο πρόεδρος ετόνισεν ότι η κατάστασις δεν παρουσιάζει ανησυχητικά στοιχεία, υπό την προϋπόθεσιν ότι θα τηρηθούν αι συμφωνίαι. Εν συνεχεία ανεφέρθη εις την ανάγκην στενωτέρας συνεργασίας μεταξύ των ενδιαφερομένων χωρών. Η ανακοίνωσις αύτη εξεδόθη κατόπιν συσκέψεως των αρμοδίων, κατά την οποίαν εξητάσθη λεπτομερώς το όλον ζήτημα. Αι σχετικαί διαπραγματεύσεις συνεχίζονται ήδη εντός πνεύματος αμοιβαίας κατανοήσεως, ενώ οι κύκλοι της πρωτευούσης παρακολουθούν μετ' ενδιαφέροντος την εξέλιξιν των πραγμάτων. Κατά πληροφορίας εκ πηγής εγκύρου, η κυβέρνησις θα ανακοινώση προσεχώς τας αποφάσεις της επί των θεμάτων τα οποία απασχολούν την κοινήν γνώμην. Ο πρόεδρος ετόνισεν ότι η κατάστασις δεν παρουσιάζει ανησυχητικά στοιχεία, υπό την προϋπόθεσιν ότι θα τηρηθούν αι συμφωνίαι. Εν συνεχεία ανεφέρθη εις την ανάγκην στενωτέρας συνεργασίας μεταξύ των ενδιαφερομένων χωρών. [14, 866, 418, 1372]
divider [642, 616, 986, 618]
body-text: Η ανακοίνωσις αύτη εξεδόθη κατόπιν συσκέψεως των αρμοδίων, κατά την οποίαν εξητάσθη λεπτομερώς το όλον ζήτημα. Αι σχετικαί διαπραγματεύσεις συνεχίζονται ήδη εντός πνεύματος αμοιβαίας κατανοήσεως, ενώ οι κύκλοι της πρωτευούσης παρακολουθούν μετ' ενδιαφέροντος την εξέλιξιν των πραγμάτων. Κατά πληροφορίας εκ πηγής εγκύρου, η κυβέρνησις θα ανακοινώση προσεχώς τας αποφάσεις της επί των θεμάτων τα οποία απασχολούν την κοινήν γνώμην. Ο πρόεδρος ετόνισεν ότι η κατάστασις δεν παρουσιάζει ανησυχητικά στοιχεία, υπό την προϋπόθεσιν ότι θα τηρηθούν αι συμφωνίαι. Εν συνεχεία ανεφέρθη εις την ανάγκην στενωτέρας συνεργασίας μεταξύ των ενδιαφερομένων χωρών. Η ανακοίνωσις αύτη εξεδόθη κατόπιν συσκέψεως των αρμοδίων, κατά την οποίαν εξητάσθη λεπτομερώς το όλον ζήτημα. Αι σχετικαί διαπραγματεύσεις συνεχίζονται ήδη εντός πνεύματος αμοιβαίας κατανοήσεως, ενώ οι κύκλοι της πρωτευούσης παρακολουθούν μετ' ενδιαφέροντος την εξέλιξιν των πραγμάτων. Κατά πληροφορίας εκ πηγής εγκύρου, η κυβέρνησις θα ανακοινώση προσεχώς τας αποφάσεις της επί των θεμάτων τα οποία απασχολούν την κοινήν γνώμην. Ο πρόεδρος ετόνισεν ότι η κατάστασις δεν παρουσιάζει ανησυχητικά στοιχεία, υπό την προϋπόθεσιν ότι θα τηρηθούν αι συμφωνίαι. Εν συνεχεία ανεφέρθη εις την ανάγκην στενωτέρας συνεργασίας μεταξύ των ενδιαφερομένων χωρών. [220, 866, 624, 1379]
body-text: Η ανακοίνωσις αύτη εξεδόθη κατόπιν συσκέψεως των αρμοδίων, κατά την οποίαν εξητάσθη λεπτομερώς το όλον ζήτημα. Αι σχετικαί διαπραγματεύσεις συνεχίζονται ήδη εντός πνεύματος αμοιβαίας κατανοήσεως, ενώ οι κύκλοι της πρωτευούσης παρακολουθούν μετ' ενδιαφέροντος την εξέλιξιν των πραγμάτων. Κατά πληροφορίας εκ πηγής εγκύρου, η κυβέρνησις θα ανακοινώση προσεχώς τας αποφάσεις της επί των θεμάτων τα οποία απασχολούν την κοινήν γνώμην. Ο πρόεδρος ετόνισεν ότι η κατάστασις δεν παρουσιάζει ανησυχητικά στοιχεία, υπό την προϋπόθεσιν ότι θα τηρηθούν αι συμφωνίαι. Εν συνεχεία ανεφέρθη εις την ανάγκην στενωτέρας συνεργασίας μεταξύ των ενδιαφερομένων χωρών. Η ανακοίνωσις αύτη εξεδόθη κατόπιν συσκέψεως των αρμοδίων, κατά την οποίαν εξητάσθη λεπτομερώς το όλον ζήτημα. Αι σχετικαί διαπραγματεύσεις συνεχίζονται ήδη εντός πνεύματος αμοιβαίας κατανοήσεως, ενώ οι κύκλοι της πρωτευούσης παρακολουθούν μετ' ενδιαφέροντος την εξέλιξιν των πραγμάτων. Κατά πληροφορίας εκ πηγής εγκύρου, η κυβέρνησις θα ανακοινώση προσεχώς τας αποφάσεις της επί των θεμάτων τα οποία απασχολούν την κοινήν γνώμην. Ο πρόεδρος ετόνισεν ότι η κατάστασις δεν παρουσιάζει ανησυχητικά στοιχεία, υπό την προϋπόθεσιν ότι θα τηρηθούν αι συμφωνίαι. Εν συνεχεία ανεφέρθη εις την ανάγκην στενωτέρας συνεργασίας μεταξύ των ενδιαφερομένων χωρών. [1193, 888, 1377, 1405]
deck: Εἰς τὴν Οὐάσιγκτων συνεκλήθη ἐκτάκτως [663, 1886, 964, 1902]
deck: καὶ ἀνεχώρησεν εἰς ἄγνωστον κατεύθυνσιν [1079, 221, 1491, 242]
column-right [1000, 8, 1570, 2316]
dateline: ΑΘΗΝΑΙ, 28.— [642, 711, 724, 723]
body-text: Η ανακοίνωσις αύτη εξεδόθη κατόπιν συσκέψεως των αρμοδίων, κατά την οποίαν εξητάσθη λεπτομερώς το όλον ζήτημα. Αι σχετικαί διαπραγματεύσεις συνεχίζονται ήδη εντός πνεύματος αμοιβαίας κατανοήσεως, ενώ οι κύκλοι της πρωτευούσης παρακολουθούν μετ' ενδιαφέροντος την εξέλιξιν των πραγμάτων. Κατά πληροφορίας εκ πηγής εγκύρου, η κυβέρνησις θα ανακοινώση προσεχώς τας αποφάσεις της επί των θεμάτων τα οποία απασχολούν την κοινήν γνώμην. Ο πρόεδρος ετόνισεν ότι η κατάστασις δεν παρουσιάζει ανησυχητικά στοιχεία, υπό την προϋπόθεσιν ότι θα τηρηθούν αι συμφωνίαι. Εν συνεχεία ανεφέρθη εις την ανάγκην στενωτέρας συνεργασίας μεταξύ των ενδιαφερομένων χωρών. Η ανακοίνωσις αύτη εξεδόθη κατόπιν συσκέψεως των αρμοδίων, κατά την οποίαν εξητάσθη λεπτομερώς το όλον ζήτημα. Αι σχετικαί διαπραγματεύσεις συνεχίζονται ήδη εντός πνεύματος αμοιβαίας κατανοήσεως, ενώ οι κύκλοι της πρωτευούσης παρακολουθούν μετ' ενδιαφέροντος την εξέλιξιν των πραγμάτων. Κατά πληροφορίας εκ πηγής εγκύρου, η κυβέρνησις θα ανακοινώση προσεχώς τας αποφάσεις της επί των θεμάτων τα οποία απασχολούν την κοινήν γνώμην. Ο πρόεδρος ετόνισεν ότι η κατάστασις δεν παρουσιάζει ανησυχητικά στοιχεία, υπό την προϋπόθεσιν ότι θα τηρηθούν αι συμφωνίαι. Εν συνεχεία ανεφέρθη εις την ανάγκην στενωτέρας συνεργασίας μεταξύ των ενδιαφερομένων χωρών. [1000, 888, 1184, 1405]
column-left [14, 8, 624, 2316]
column-rule [633, 0, 634, 2324]
deck: ΕΠΙΚΕΙΝΤΑΙ ΑΙ ΑΤΜΟΣΦΑΙΡΙΚΑΙ ΔΟΚΙΜΑΙ [1070, 1493, 1500, 1517]
article-headline: ΕΖΗΤΗΘΗ ΕΙΣ ΤΗΝ ΒΟΥΛΗΝ Η ΑΠΟΖΗΜΙΩΣΙΣ ΤΩΝ ΑΓΡΟΤΩΝ ΤΩΝ ΠΑΡΕΒΡΙΩΝ ΧΩΡΩΝ ΚΑΙ Η ΠΡΟΣΤΑΣΙΑ ΕΛΑΙΩΝ ΤΗΣ ΜΑΓΝΗΣΙΑΣ [14, 1392, 624, 1468]
article-headline: Ο ΡΑΙΝΙΕ ΑΠΟΚΑΤΕΣΤΗΣΕ ΤΟ ΣΥΝΤΑΓΜΑ ΚΑΙ ΚΑΤΗΡΓΗΣΕ ΤΟ ΕΘΝΙΚΟΝ ΣΥΜΒΟΥΛΙΟΝ [645, 1608, 982, 1640]
deck: εἶχον πολύωρον συνομιλίαν ἐπὶ τοῦ θέματος [1092, 817, 1478, 837]
article-body [642, 1644, 986, 1783]
divider [1000, 884, 1570, 885]
